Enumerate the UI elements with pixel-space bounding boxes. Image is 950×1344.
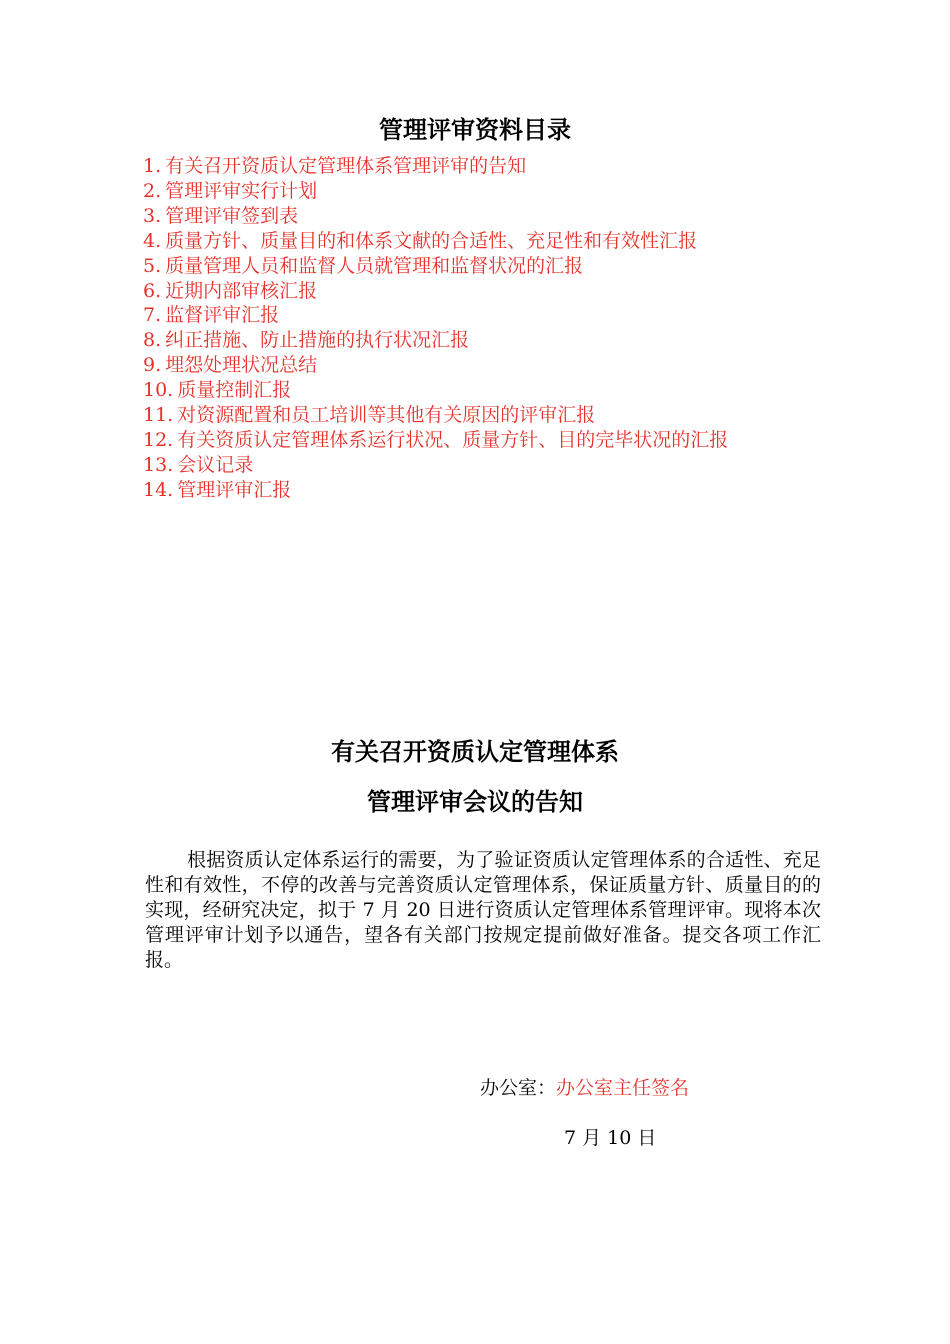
- toc-item-number: 7.: [143, 304, 162, 327]
- toc-list: [143, 154, 823, 503]
- toc-item-text: 近期内部审核汇报: [165, 279, 318, 302]
- notice-title-line-1: 有关召开资质认定管理体系: [331, 738, 619, 766]
- notice-title-line-2: 管理评审会议的告知: [367, 788, 583, 816]
- toc-item-number: 11.: [143, 404, 174, 427]
- toc-item-number: 1.: [143, 155, 162, 177]
- toc-item-text: 质量管理人员和监督人员就管理和监督状况的汇报: [165, 254, 584, 277]
- toc-item-number: 8.: [143, 329, 162, 352]
- toc-item-number: 4.: [143, 229, 162, 252]
- toc-item: [143, 303, 823, 328]
- toc-item-text: 有关召开资质认定管理体系管理评审的告知: [165, 155, 527, 177]
- toc-item: [143, 204, 823, 229]
- toc-item-text: 管理评审汇报: [177, 478, 292, 501]
- notice-body-paragraph: 根据资质认定体系运行的需要，为了验证资质认定管理体系的合适性、充足性和有效性，不停的改善与完善资质认定管理体系，保证质量方针、质量目的的实现，经研究决定，拟于 7 月 20 日进行资质认定管理体系管理评审。现将本次管理评审计划予以通告，望各有关部门按规定提前做好准备。提交各项工作汇报。: [145, 849, 821, 971]
- toc-item-text: 管理评审签到表: [165, 204, 299, 227]
- toc-item: [143, 453, 823, 478]
- toc-item: [143, 154, 823, 179]
- signature-name: 办公室主任签名: [556, 1077, 690, 1099]
- toc-item-text: 埋怨处理状况总结: [165, 354, 318, 377]
- signature-line: [480, 1074, 689, 1102]
- toc-title: 管理评审资料目录: [379, 116, 571, 144]
- toc-item-number: 13.: [143, 453, 174, 476]
- toc-item: [143, 403, 823, 428]
- toc-item-text: 对资源配置和员工培训等其他有关原因的评审汇报: [177, 404, 596, 427]
- toc-item: [143, 353, 823, 378]
- toc-item: [143, 328, 823, 353]
- toc-item: [143, 279, 823, 304]
- toc-item-number: 10.: [143, 379, 174, 402]
- toc-item-text: 质量方针、质量目的和体系文献的合适性、充足性和有效性汇报: [165, 229, 698, 252]
- toc-item-number: 6.: [143, 279, 162, 302]
- toc-item-text: 会议记录: [177, 453, 254, 476]
- toc-item: [143, 229, 823, 254]
- toc-item-number: 12.: [143, 428, 174, 451]
- toc-item-text: 监督评审汇报: [165, 304, 280, 327]
- toc-item-number: 3.: [143, 204, 162, 227]
- toc-item-number: 9.: [143, 354, 162, 377]
- toc-item-number: 14.: [143, 478, 174, 501]
- toc-item: [143, 478, 823, 503]
- toc-item: [143, 254, 823, 279]
- toc-item-text: 有关资质认定管理体系运行状况、质量方针、目的完毕状况的汇报: [177, 428, 729, 451]
- toc-item-text: 管理评审实行计划: [165, 179, 318, 202]
- toc-item: [143, 378, 823, 403]
- notice-date: 7 月 10 日: [564, 1127, 657, 1149]
- toc-item-text: 纠正措施、防止措施的执行状况汇报: [165, 329, 470, 352]
- toc-item: [143, 428, 823, 453]
- signature-label: 办公室：: [480, 1077, 557, 1099]
- toc-item-text: 质量控制汇报: [177, 379, 292, 402]
- toc-item-number: 5.: [143, 254, 162, 277]
- toc-item-number: 2.: [143, 179, 162, 202]
- toc-item: [143, 179, 823, 204]
